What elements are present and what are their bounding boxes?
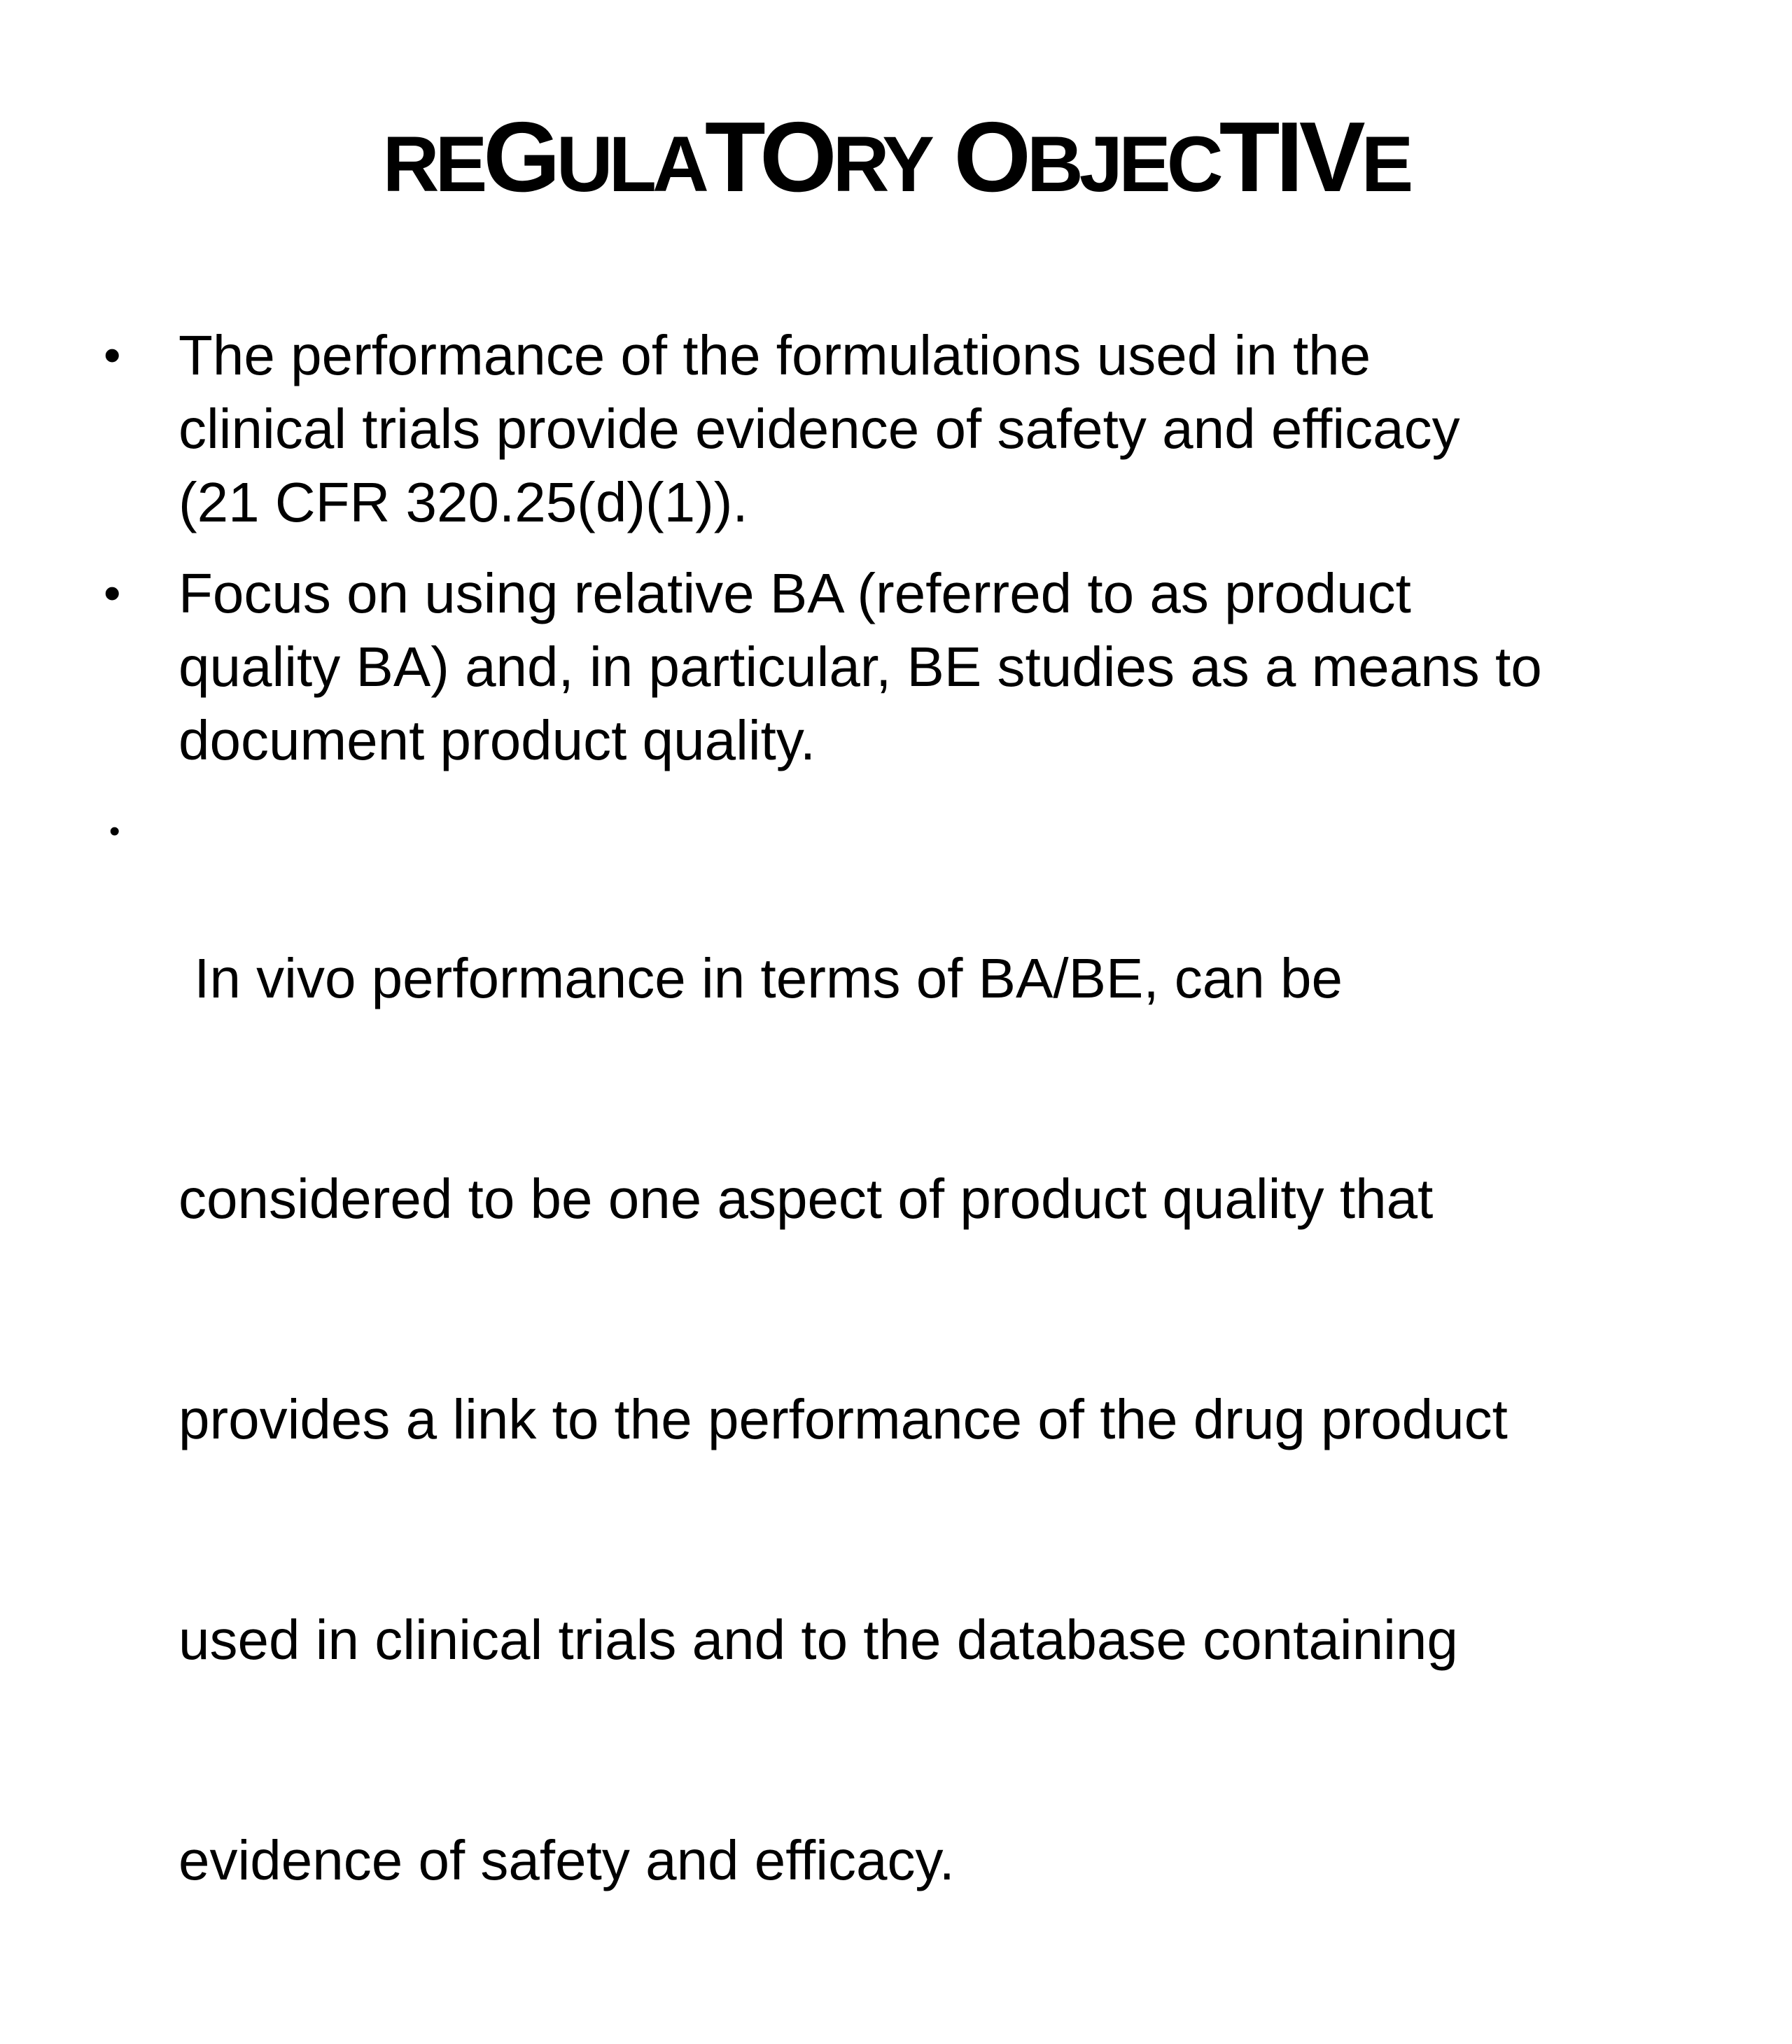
title-letter: A [652, 120, 705, 208]
title-letter: T [1219, 102, 1276, 213]
title-letter: E [1119, 120, 1167, 208]
bullet-marker: • [104, 566, 121, 620]
title-letter: J [1079, 120, 1119, 208]
title-letter: T [704, 102, 760, 213]
bullet-line: used in clinical trials and to the database containing [178, 1609, 1458, 1671]
title-space [930, 102, 953, 213]
title-letter: E [1361, 120, 1410, 208]
title-letter: C [1166, 120, 1219, 208]
bullet-line: (21 CFR 320.25(d)(1)). [178, 471, 748, 533]
title-letter: L [608, 120, 653, 208]
title-letter: O [760, 102, 833, 213]
bullet-line: clinical trials provide evidence of safety and efficacy [178, 398, 1460, 460]
title-letter: R [382, 120, 435, 208]
bullet-marker: • [109, 814, 120, 848]
slide-title [0, 102, 1792, 220]
bullet-marker: • [104, 328, 121, 382]
bullet-line: provides a link to the performance of the drug product [178, 1388, 1508, 1450]
bullet-line: Focus on using relative BA (referred to as product [178, 562, 1411, 624]
title-letter: V [1298, 102, 1362, 213]
bullet-line: evidence of safety and efficacy. [178, 1829, 955, 1891]
bullet-line: quality BA) and, in particular, BE studies as a means to [178, 636, 1542, 698]
title-letter: E [435, 120, 484, 208]
bullet-text [178, 556, 1704, 777]
title-letter: I [1275, 102, 1299, 213]
bullet-line: The performance of the formulations used in the [178, 324, 1371, 386]
title-letter: U [556, 120, 609, 208]
bullet-text [178, 318, 1704, 539]
bullet-text [178, 794, 1704, 2044]
bullet-line: document product quality. [178, 709, 816, 771]
title-letter: B [1026, 120, 1079, 208]
bullet-line: considered to be one aspect of product quality that [178, 1168, 1434, 1230]
bullet-line: In vivo performance in terms of BA/BE, can be [178, 947, 1343, 1009]
title-letter: G [483, 102, 556, 213]
title-letter: R [832, 120, 883, 208]
title-letter: O [953, 102, 1027, 213]
title-letter: Y [882, 120, 930, 208]
